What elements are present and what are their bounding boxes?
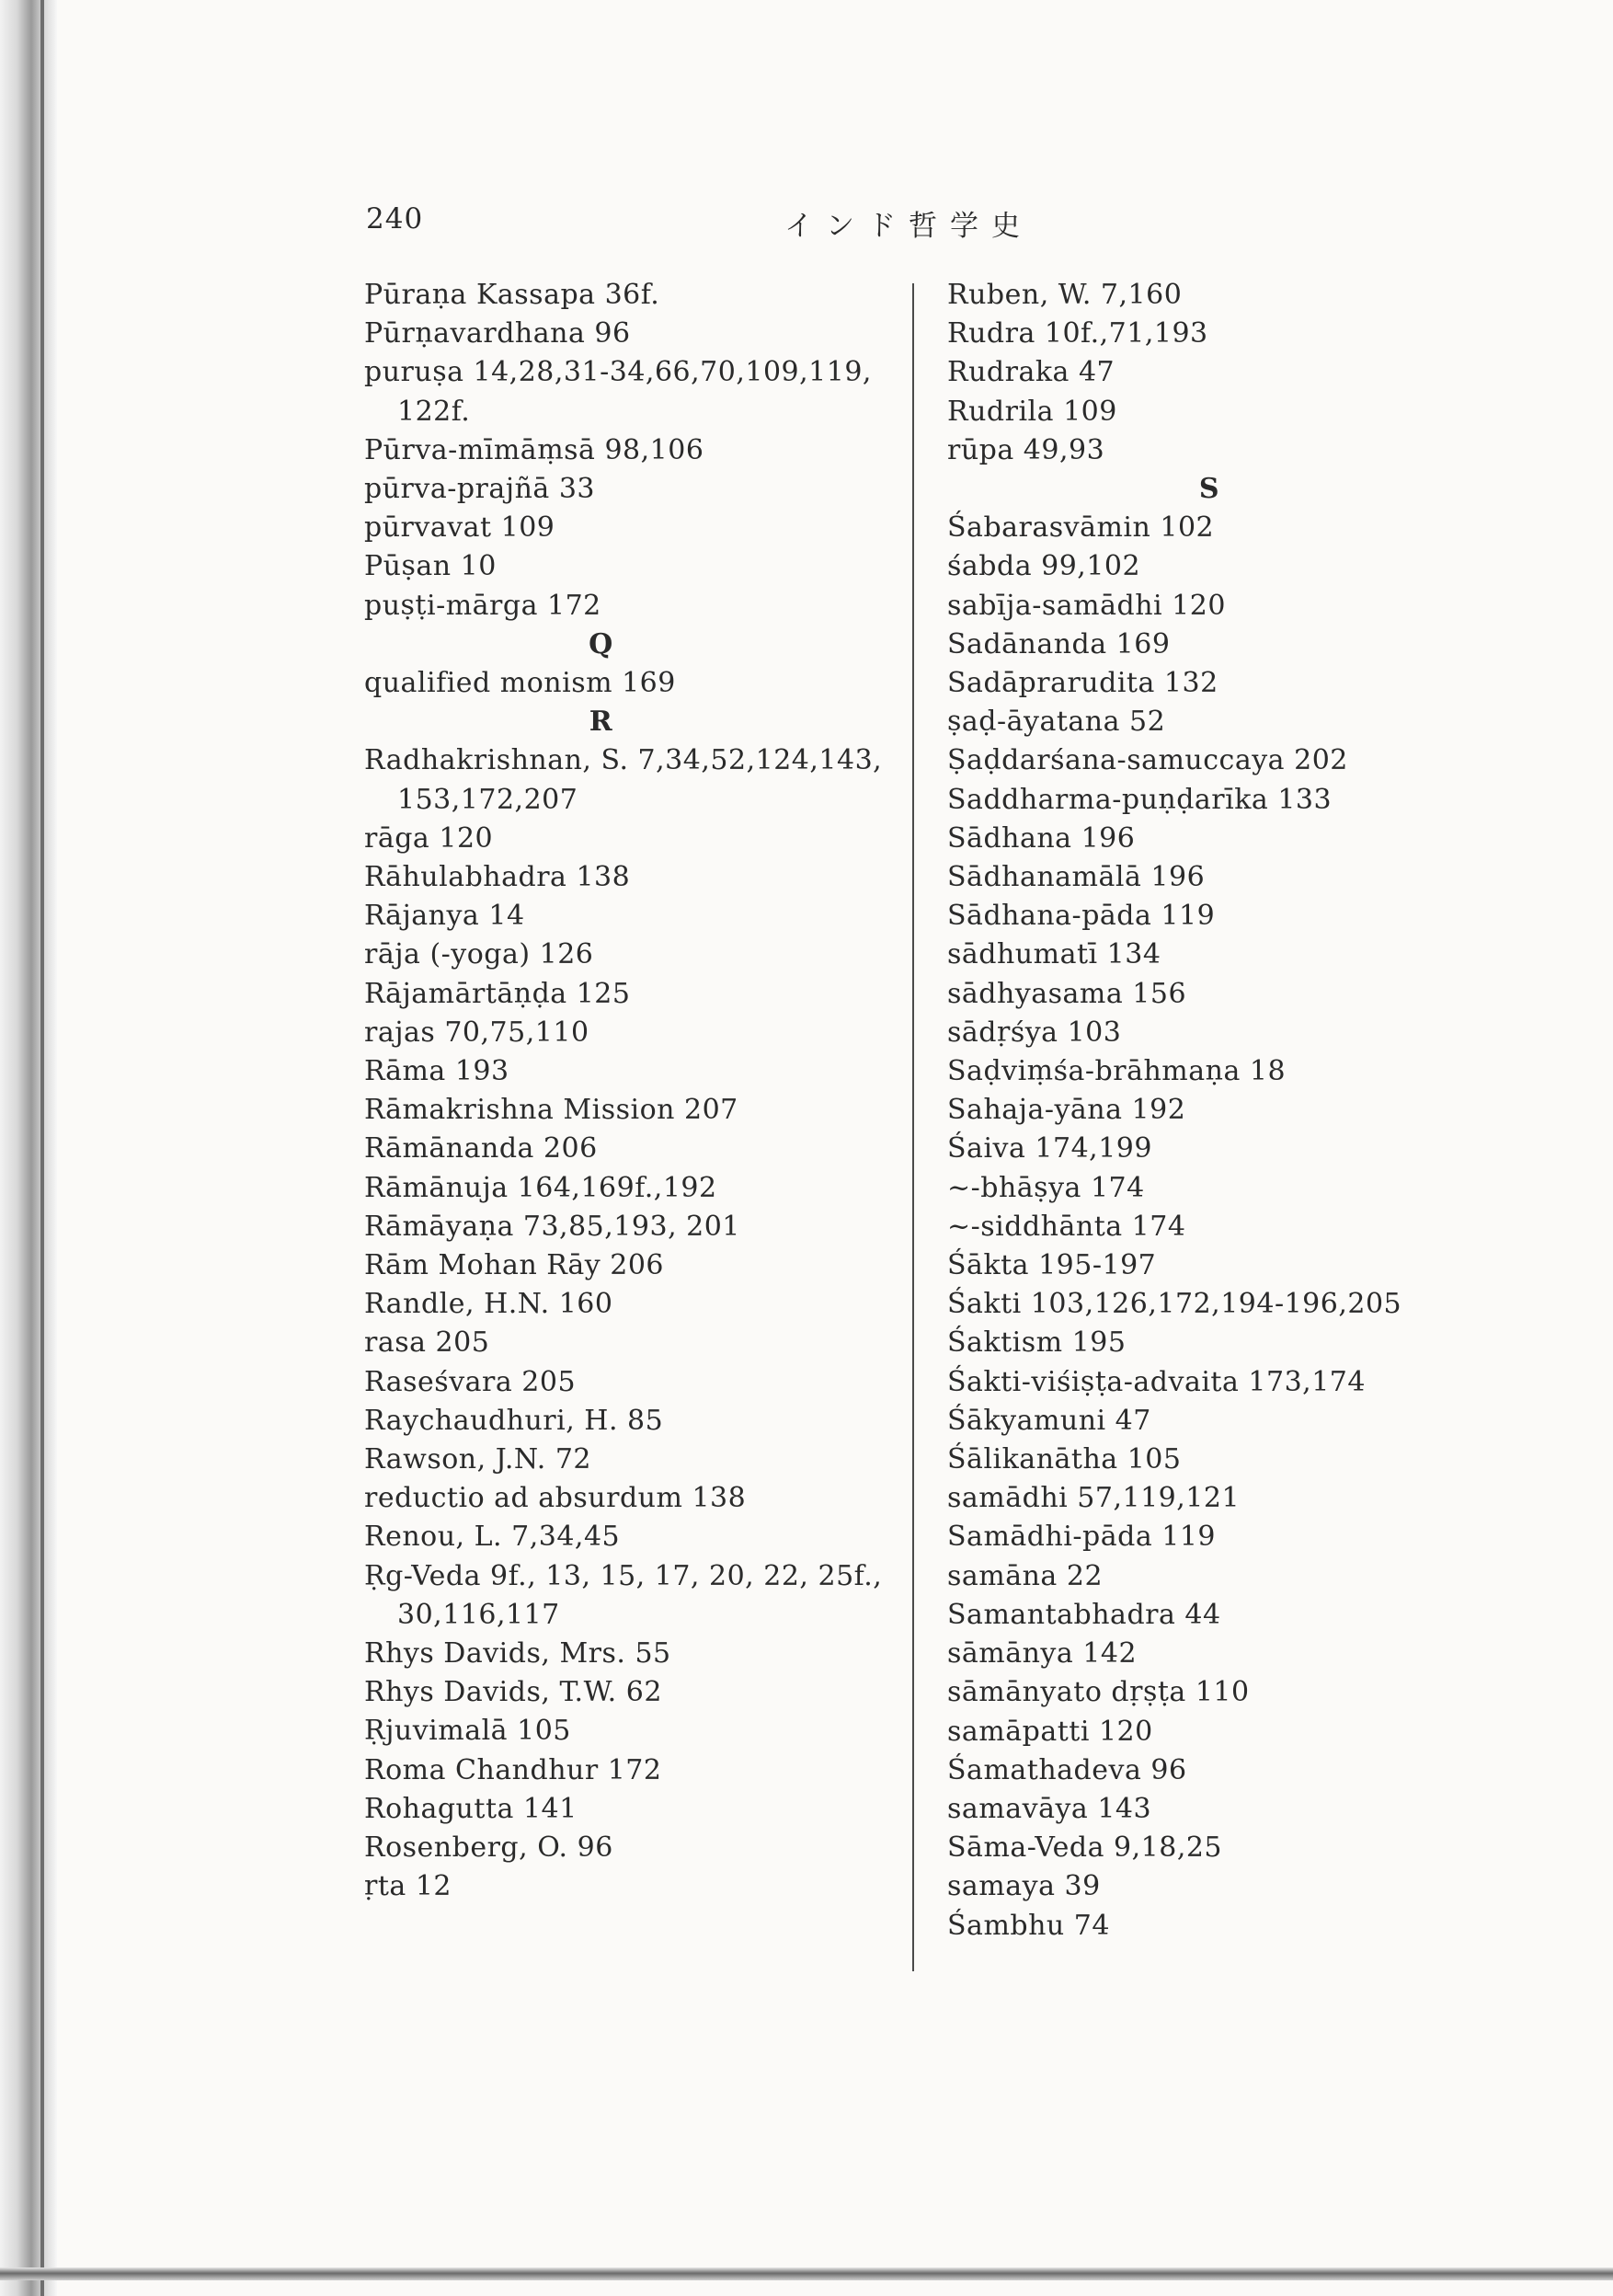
- section-letter-s: S: [1198, 473, 1220, 506]
- index-entry: rasa 205: [364, 1326, 490, 1360]
- index-entry: Śākta 195-197: [947, 1249, 1157, 1282]
- index-entry: Sadāprarudita 132: [947, 667, 1218, 700]
- index-entry: Roma Chandhur 172: [364, 1753, 662, 1786]
- index-entry: samāpatti 120: [947, 1715, 1153, 1748]
- index-entry: Raseśvara 205: [364, 1365, 577, 1398]
- index-entry: Rudraka 47: [947, 356, 1115, 389]
- index-entry: Ṛg-Veda 9f., 13, 15, 17, 20, 22, 25f.,: [364, 1559, 883, 1592]
- index-entry-continuation: 30,116,117: [397, 1598, 560, 1631]
- index-entry: Pūṣan 10: [364, 550, 497, 583]
- index-entry: Pūrva-mīmāṃsā 98,106: [364, 433, 704, 466]
- section-letter-q: Q: [589, 627, 613, 660]
- index-entry: pūrva-prajñā 33: [364, 473, 595, 506]
- index-entry: Rāma 193: [364, 1055, 509, 1088]
- index-entry: Rām Mohan Rāy 206: [364, 1249, 665, 1282]
- index-column-left: [364, 276, 893, 1907]
- index-entry: sādṛśya 103: [947, 1016, 1122, 1049]
- index-entry: Rohagutta 141: [364, 1792, 578, 1825]
- scan-gutter-shadow: [0, 0, 57, 2296]
- index-entry: rāja (-yoga) 126: [364, 938, 594, 971]
- index-entry: Samādhi-pāda 119: [947, 1521, 1217, 1554]
- section-letter-r: R: [589, 706, 613, 739]
- index-entry: Rāmānuja 164,169f.,192: [364, 1171, 717, 1204]
- index-entry: Raychaudhuri, H. 85: [364, 1404, 664, 1437]
- index-entry: Sādhanamālā 196: [947, 861, 1206, 894]
- index-entry: sabīja-samādhi 120: [947, 589, 1226, 622]
- index-entry: samavāya 143: [947, 1792, 1152, 1825]
- index-entry: ~-bhāṣya 174: [947, 1171, 1145, 1204]
- index-entry: puṣṭi-mārga 172: [364, 589, 601, 622]
- index-entry: Śākyamuni 47: [947, 1404, 1151, 1437]
- scan-binding-line: [40, 0, 44, 2296]
- index-entry: Rājanya 14: [364, 900, 525, 933]
- book-title: インド哲学史: [784, 210, 1033, 243]
- index-entry: Samantabhadra 44: [947, 1598, 1221, 1631]
- index-entry: Rāmāyaṇa 73,85,193, 201: [364, 1210, 740, 1243]
- index-entry: Śamathadeva 96: [947, 1753, 1187, 1786]
- index-entry: Rhys Davids, Mrs. 55: [364, 1637, 671, 1670]
- index-entry: reductio ad absurdum 138: [364, 1482, 747, 1515]
- index-entry: rajas 70,75,110: [364, 1016, 589, 1049]
- index-entry: Śālikanātha 105: [947, 1443, 1182, 1476]
- index-entry: Ruben, W. 7,160: [947, 279, 1183, 311]
- index-entry: pūrvavat 109: [364, 511, 555, 545]
- index-entry: qualified monism 169: [364, 667, 676, 700]
- index-entry: Sādhana 196: [947, 821, 1136, 855]
- index-entry: Renou, L. 7,34,45: [364, 1521, 621, 1554]
- index-entry: Rudra 10f.,71,193: [947, 317, 1208, 350]
- index-entry: Śabarasvāmin 102: [947, 511, 1215, 545]
- index-entry: sādhyasama 156: [947, 977, 1187, 1010]
- index-entry: rāga 120: [364, 821, 494, 855]
- index-entry: Saḍviṃśa-brāhmaṇa 18: [947, 1055, 1287, 1088]
- page-number: 240: [366, 202, 424, 235]
- index-entry: ṛta 12: [364, 1870, 452, 1903]
- scan-bottom-edge: [0, 2267, 1613, 2280]
- index-entry: ~-siddhānta 174: [947, 1210, 1186, 1243]
- index-entry: Pūraṇa Kassapa 36f.: [364, 279, 660, 311]
- index-entry: Sādhana-pāda 119: [947, 900, 1216, 933]
- index-entry: ṣaḍ-āyatana 52: [947, 706, 1166, 739]
- index-entry: samādhi 57,119,121: [947, 1482, 1241, 1515]
- index-entry: Rāmānanda 206: [364, 1132, 598, 1165]
- index-entry: Śaiva 174,199: [947, 1132, 1152, 1165]
- index-entry: sādhumatī 134: [947, 938, 1161, 971]
- index-entry: Sahaja-yāna 192: [947, 1094, 1186, 1127]
- index-entry-continuation: 122f.: [397, 395, 471, 428]
- index-entry: Rosenberg, O. 96: [364, 1831, 613, 1865]
- index-entry: Rhys Davids, T.W. 62: [364, 1676, 662, 1709]
- index-entry: Rājamārtāṇḍa 125: [364, 977, 631, 1010]
- index-entry: Rāmakrishna Mission 207: [364, 1094, 738, 1127]
- index-entry: Rudrila 109: [947, 395, 1117, 428]
- index-entry: sāmānya 142: [947, 1637, 1138, 1670]
- index-entry: Rāhulabhadra 138: [364, 861, 631, 894]
- column-divider: [912, 283, 914, 1971]
- index-entry: rūpa 49,93: [947, 433, 1105, 466]
- index-entry: Sadānanda 169: [947, 627, 1171, 660]
- index-entry: Radhakrishnan, S. 7,34,52,124,143,: [364, 744, 883, 777]
- index-entry: Śakti-viśiṣṭa-advaita 173,174: [947, 1365, 1366, 1398]
- index-entry: sāmānyato dṛṣṭa 110: [947, 1676, 1250, 1709]
- index-entry: puruṣa 14,28,31-34,66,70,109,119,: [364, 356, 872, 389]
- index-entry: Śambhu 74: [947, 1909, 1110, 1942]
- index-entry: Ṣaḍdarśana-samuccaya 202: [947, 744, 1348, 777]
- index-entry: Rawson, J.N. 72: [364, 1443, 592, 1476]
- index-entry: Pūrṇavardhana 96: [364, 317, 631, 350]
- index-entry: Sāma-Veda 9,18,25: [947, 1831, 1223, 1865]
- index-entry: Saddharma-puṇḍarīka 133: [947, 783, 1333, 816]
- index-entry: śabda 99,102: [947, 550, 1141, 583]
- index-entry: Śakti 103,126,172,194-196,205: [947, 1288, 1402, 1321]
- index-entry: samāna 22: [947, 1559, 1104, 1592]
- index-entry: samaya 39: [947, 1870, 1101, 1903]
- index-entry: Ṛjuvimalā 105: [364, 1715, 571, 1748]
- index-entry: Randle, H.N. 160: [364, 1288, 613, 1321]
- index-column-right: [947, 276, 1444, 1946]
- index-entry: Śaktism 195: [947, 1326, 1127, 1360]
- index-entry-continuation: 153,172,207: [397, 783, 578, 816]
